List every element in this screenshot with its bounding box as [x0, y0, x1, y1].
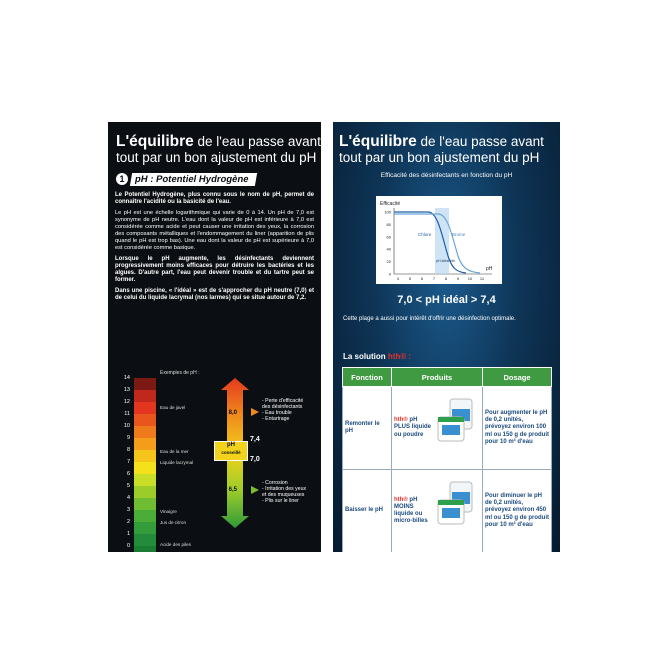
scale-segment [134, 510, 156, 522]
left-title: L'équilibre de l'eau passe avant tout par un bon ajustement du pH [116, 133, 321, 165]
scale-number: 10 [123, 423, 130, 429]
scale-number: 14 [123, 375, 130, 381]
scale-segment [134, 402, 156, 414]
x-tick-label: 6 [420, 276, 424, 281]
scale-segment [134, 498, 156, 510]
ph-example: Vinaigre [160, 509, 177, 515]
zone-label: pH idéal hth [436, 259, 456, 263]
row-fonction: Baisser le pH [343, 470, 392, 553]
x-tick-label: 5 [408, 276, 412, 281]
paragraph-1: Le pH est une échelle logarithmique qui varie de 0 à 14. Un pH de 7,0 est synonyme de pH neutre. L'eau dont la valeur de pH est inférieure à 7,0 est considérée comme acide et peut causer une irritation des yeux, la corrosion des composants métalliques et l'endommagement du liner (apparition de plis quand le pH est trop bas). Une eau dont la valeur de pH est supérieure à 7,0 est considérée comme basique. [115, 210, 314, 251]
effect-line: - Entartrage [262, 416, 290, 422]
x-tick-label: 10 [467, 276, 473, 281]
right-panel [333, 122, 560, 552]
header-dosage: Dosage [483, 368, 552, 387]
scale-number: 7 [126, 459, 130, 465]
header-fonction: Fonction [343, 368, 392, 387]
scale-segment [134, 414, 156, 426]
left-panel [108, 122, 321, 552]
examples-header: Exemples de pH : [160, 370, 200, 376]
ph-conseille-box [214, 441, 248, 461]
solution-table [342, 367, 552, 552]
ph-example: Liquide lacrymal [160, 460, 194, 466]
effect-line: - Irritation des yeux [262, 486, 307, 492]
solution-heading: La solution hth® : [343, 352, 412, 361]
scale-segment [134, 474, 156, 486]
effect-line: des désinfectants [262, 404, 303, 410]
row-dosage: Pour diminuer le pH de 0,2 unités, prévoyez environ 450 ml ou 150 g de produit pour 10 m³ d'eau [483, 470, 552, 553]
scale-segment [134, 546, 156, 552]
scale-number: 0 [126, 543, 130, 549]
ph-example: Eau de javel [160, 405, 186, 410]
value-7-0: 7,0 [250, 456, 260, 463]
scale-number: 8 [126, 447, 130, 453]
scale-number: 6 [126, 471, 130, 477]
right-title: L'équilibre de l'eau passe avant tout par un bon ajustement du pH [339, 133, 544, 165]
low-ph-effects [262, 480, 306, 504]
effect-line: - Plis sur le liner [262, 498, 299, 504]
scale-segment [134, 390, 156, 402]
y-tick-label: 40 [386, 246, 391, 252]
value-7-4: 7,4 [250, 436, 260, 443]
scale-segment [134, 450, 156, 462]
section-number: 1 [116, 173, 128, 185]
ph-conseille-sub: conseillé [221, 450, 241, 455]
scale-number: 5 [126, 483, 130, 489]
scale-segment [134, 534, 156, 546]
scale-number: 2 [126, 519, 130, 525]
table-row [343, 470, 552, 553]
ideal-range: 7,0 < pH idéal > 7,4 [397, 294, 496, 306]
chlore-curve [394, 212, 466, 273]
x-tick-label: 11 [479, 276, 485, 281]
green-pointer-icon [251, 486, 259, 494]
x-tick-label: 7 [432, 276, 436, 281]
high-ph-effects [262, 398, 303, 422]
scale-number: 3 [126, 507, 130, 513]
paragraph-2: Lorsque le pH augmente, les désinfectants deviennent progressivement moins efficaces pour détruire les bactéries et les algues. D'autre part, l'eau peut devenir trouble et du tartre peut se former. [115, 256, 314, 283]
graph-xlabel: pH [486, 266, 493, 272]
paragraph-3: Dans une piscine, « l'idéal » est de s'approcher du pH neutre (7,0) et de celui du liquide lacrymal (nos larmes) qui se situe autour de 7,2. [115, 288, 314, 301]
y-tick-label: 20 [386, 259, 391, 265]
scale-number: 13 [123, 387, 130, 393]
graph-subtitle: Efficacité des désinfectants en fonction du pH [380, 172, 513, 179]
brome-label: Brome [452, 232, 466, 237]
header-produits: Produits [392, 368, 483, 387]
effect-line: et des muqueuses [262, 492, 305, 498]
note-text: Cette plage a aussi pour intérêt d'offrir une désinfection optimale. [343, 316, 516, 322]
section-header [116, 172, 321, 186]
ideal-zone [435, 208, 449, 274]
scale-segment [134, 426, 156, 438]
scale-number: 11 [124, 411, 130, 417]
scale-segment [134, 462, 156, 474]
ph-conseille-label: pH [227, 442, 235, 448]
intro-text: Le Potentiel Hydrogène, plus connu sous le nom de pH, permet de connaître l'acidité ou la basicité de l'eau. [115, 192, 314, 205]
efficacy-graph [376, 196, 502, 284]
effect-line: - Corrosion [262, 480, 288, 486]
ph-example: Acide des piles [160, 541, 191, 547]
section-title: pH : Potentiel Hydrogène [130, 173, 258, 186]
y-tick-label: 80 [386, 221, 391, 227]
effect-line: - Perte d'efficacité [262, 398, 304, 404]
scale-number: 9 [126, 435, 130, 441]
scale-segment [134, 438, 156, 450]
ph-example: Eau de la mer [160, 449, 189, 455]
row-dosage: Pour augmenter le pH de 0,2 unités, prévoyez environ 100 ml ou 150 g de produit pour 10 m³ d'eau [483, 387, 552, 470]
scale-number: 1 [126, 531, 130, 537]
ph-high-label: pH 8,0 [219, 410, 238, 416]
scale-segment [134, 486, 156, 498]
y-tick-label: 0 [388, 271, 391, 277]
graph-ylabel: Efficacité [380, 201, 401, 207]
row-produit: hth® pH MOINS liquide ou micro-billes [392, 470, 483, 553]
x-tick-label: 9 [456, 276, 460, 281]
table-row [343, 387, 552, 470]
ph-example: Jus de citron [160, 520, 187, 526]
y-tick-label: 100 [384, 209, 391, 215]
ph-moins-product-icon [436, 480, 476, 528]
ph-scale [116, 370, 316, 550]
scale-number: 12 [123, 399, 130, 405]
x-tick-label: 4 [396, 276, 400, 281]
x-tick-label: 8 [444, 276, 448, 281]
row-produit: hth® pH PLUS liquide ou poudre [392, 387, 483, 470]
y-tick-label: 60 [386, 234, 391, 240]
effect-line: - Eau trouble [262, 410, 292, 416]
chlore-label: Chlore [418, 232, 432, 237]
scale-number: 4 [126, 495, 130, 501]
scale-segment [134, 378, 156, 390]
ph-plus-product-icon [436, 397, 476, 445]
row-fonction: Remonter le pH [343, 387, 392, 470]
ph-low-label: pH 6,5 [219, 487, 238, 493]
scale-segment [134, 522, 156, 534]
orange-pointer-icon [251, 408, 259, 416]
